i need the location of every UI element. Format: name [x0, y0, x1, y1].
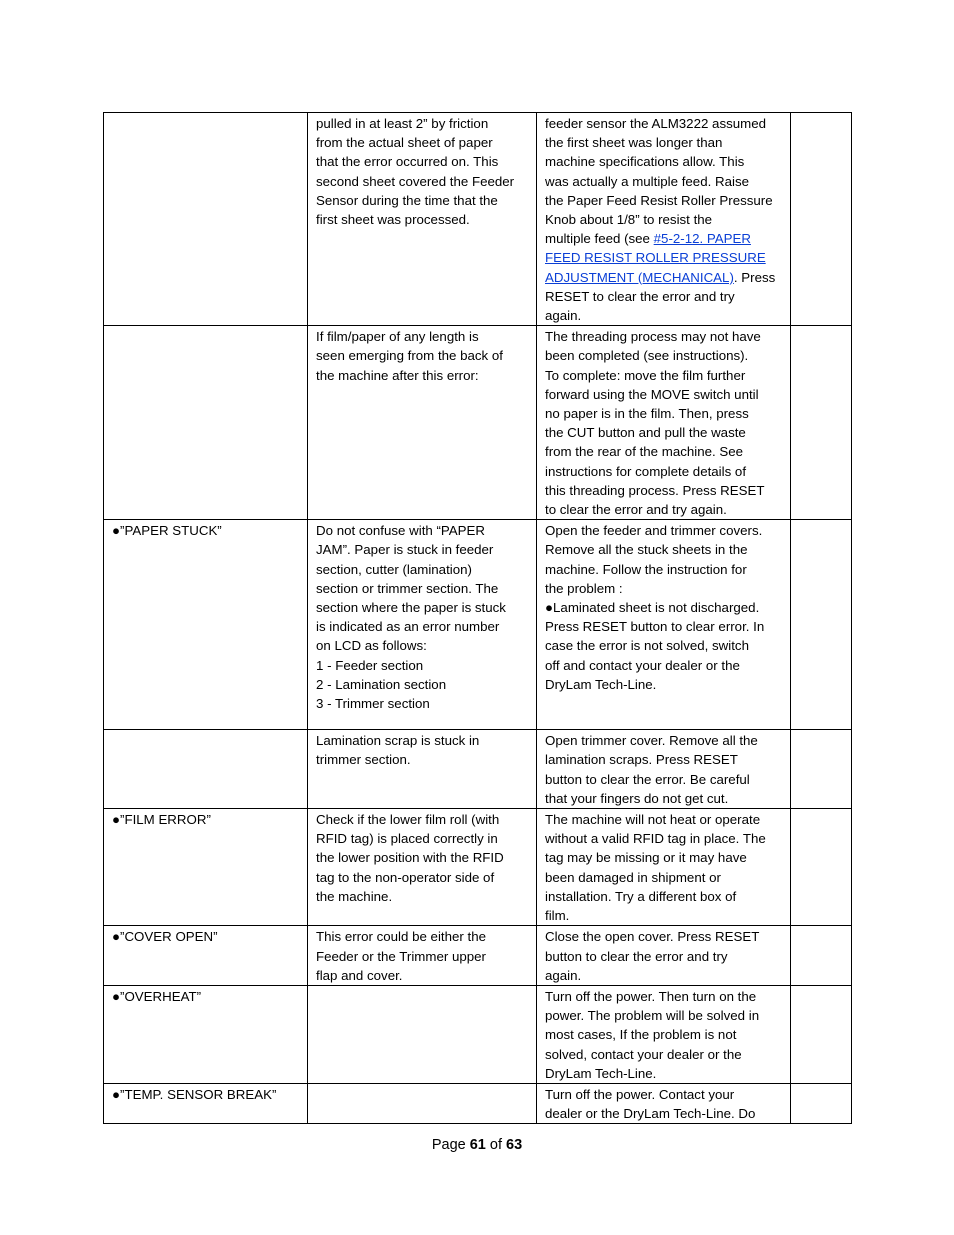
error-cell: [104, 1083, 308, 1123]
solution-line: Open the feeder and trimmer covers.: [545, 523, 763, 539]
solution-line: film.: [545, 908, 570, 924]
solution-cell: [537, 113, 791, 326]
table-row: [104, 113, 852, 326]
solution-line: again.: [545, 308, 582, 324]
cause-line: Check if the lower film roll (with: [316, 812, 500, 828]
solution-line: installation. Try a different box of: [545, 888, 737, 904]
solution-line: ●Laminated sheet is not discharged.: [545, 600, 760, 616]
error-name: ●”OVERHEAT”: [112, 988, 202, 1004]
solution-cell: [537, 326, 791, 520]
cause-line: Sensor during the time that the: [316, 192, 498, 208]
cause-line: from the actual sheet of paper: [316, 135, 493, 151]
solution-line: this threading process. Press RESET: [545, 482, 765, 498]
table-row: [104, 520, 852, 730]
solution-line: To complete: move the film further: [545, 367, 746, 383]
error-cell: [104, 809, 308, 926]
solution-line: feeder sensor the ALM3222 assumed: [545, 116, 767, 131]
cause-line: is indicated as an error number: [316, 619, 500, 635]
solution-line: The machine will not heat or operate: [545, 812, 761, 828]
page-footer: [0, 1137, 954, 1153]
solution-cell: [537, 809, 791, 926]
cause-line: Feeder or the Trimmer upper: [316, 948, 486, 964]
cause-line: 3 - Trimmer section: [316, 696, 430, 712]
error-cell: [104, 326, 308, 520]
cause-cell: [308, 1083, 537, 1123]
cause-line: JAM”. Paper is stuck in feeder: [316, 542, 494, 558]
solution-line: the problem :: [545, 580, 623, 596]
error-cell: [104, 926, 308, 986]
solution-line: without a valid RFID tag in place. The: [545, 831, 766, 847]
notes-cell: [791, 113, 852, 326]
solution-line: solved, contact your dealer or the: [545, 1046, 742, 1062]
cause-line: section or trimmer section. The: [316, 580, 499, 596]
cause-line: on LCD as follows:: [316, 638, 427, 654]
cause-line: RFID tag) is placed correctly in: [316, 831, 498, 847]
cause-line: tag to the non-operator side of: [316, 869, 495, 885]
solution-line: instructions for complete details of: [545, 463, 747, 479]
cause-line: section where the paper is stuck: [316, 600, 506, 616]
solution-line: lamination scraps. Press RESET: [545, 752, 738, 768]
cause-line: trimmer section.: [316, 752, 411, 768]
solution-line: Press RESET button to clear error. In: [545, 619, 765, 635]
solution-line: Remove all the stuck sheets in the: [545, 542, 748, 558]
notes-cell: [791, 326, 852, 520]
solution-line: tag may be missing or it may have: [545, 850, 747, 866]
cause-line: Lamination scrap is stuck in: [316, 733, 480, 749]
cause-line: 2 - Lamination section: [316, 676, 447, 692]
solution-line: button to clear the error and try: [545, 948, 728, 964]
cause-line: second sheet covered the Feeder: [316, 173, 515, 189]
solution-line: was actually a multiple feed. Raise: [545, 173, 749, 189]
solution-line: DryLam Tech-Line.: [545, 676, 657, 692]
solution-line: DryLam Tech-Line.: [545, 1065, 657, 1081]
solution-line: been completed (see instructions).: [545, 348, 749, 364]
solution-line: that your fingers do not get cut.: [545, 790, 729, 806]
solution-line: Knob about 1/8” to resist the: [545, 212, 713, 228]
error-name: ●”FILM ERROR”: [112, 812, 211, 828]
error-cell: [104, 113, 308, 326]
solution-line: the CUT button and pull the waste: [545, 425, 746, 441]
table-row: [104, 926, 852, 986]
page-of-label: of: [485, 1137, 507, 1153]
solution-line: ADJUSTMENT (MECHANICAL). Press: [545, 269, 776, 285]
section-link[interactable]: #5-2-12. PAPER: [653, 231, 751, 247]
page-total: 63: [506, 1137, 523, 1153]
solution-line: no paper is in the film. Then, press: [545, 406, 749, 422]
page-number: 61: [469, 1137, 486, 1153]
solution-line: power. The problem will be solved in: [545, 1008, 760, 1024]
cause-line: Do not confuse with “PAPER: [316, 523, 485, 539]
cause-line: section, cutter (lamination): [316, 561, 472, 577]
error-cell: [104, 730, 308, 809]
solution-line: RESET to clear the error and try: [545, 288, 735, 304]
solution-line: most cases, If the problem is not: [545, 1027, 737, 1043]
solution-line: Turn off the power. Then turn on the: [545, 988, 757, 1004]
table-row: [104, 809, 852, 926]
solution-line: machine specifications allow. This: [545, 154, 745, 170]
cause-line: the machine after this error:: [316, 367, 479, 383]
solution-line: Turn off the power. Contact your: [545, 1086, 735, 1102]
cause-cell: [308, 520, 537, 730]
cause-line: seen emerging from the back of: [316, 348, 503, 364]
solution-line: dealer or the DryLam Tech-Line. Do: [545, 1106, 756, 1122]
section-link[interactable]: ADJUSTMENT (MECHANICAL): [545, 269, 734, 285]
solution-line: multiple feed (see #5-2-12. PAPER: [545, 231, 751, 247]
troubleshooting-table: [103, 112, 852, 1124]
notes-cell: [791, 1083, 852, 1123]
solution-cell: [537, 985, 791, 1083]
error-cell: [104, 520, 308, 730]
cause-cell: [308, 809, 537, 926]
cause-cell: [308, 730, 537, 809]
cause-line: This error could be either the: [316, 929, 486, 945]
solution-line: machine. Follow the instruction for: [545, 561, 747, 577]
solution-line: the first sheet was longer than: [545, 135, 723, 151]
cause-line: the lower position with the RFID: [316, 850, 504, 866]
solution-line: [545, 248, 783, 267]
solution-line: forward using the MOVE switch until: [545, 386, 759, 402]
notes-cell: [791, 520, 852, 730]
solution-line: case the error is not solved, switch: [545, 638, 749, 654]
cause-line: pulled in at least 2” by friction: [316, 116, 489, 131]
solution-line: Close the open cover. Press RESET: [545, 929, 760, 945]
cause-line: flap and cover.: [316, 967, 403, 983]
solution-cell: [537, 520, 791, 730]
cause-cell: [308, 985, 537, 1083]
cause-cell: [308, 113, 537, 326]
notes-cell: [791, 926, 852, 986]
cause-cell: [308, 926, 537, 986]
cause-line: If film/paper of any length is: [316, 329, 479, 345]
error-name: ●”COVER OPEN”: [112, 929, 218, 945]
page-label: Page: [431, 1137, 470, 1153]
solution-cell: [537, 926, 791, 986]
cause-line: the machine.: [316, 888, 393, 904]
section-link[interactable]: FEED RESIST ROLLER PRESSURE: [545, 250, 766, 266]
solution-line: from the rear of the machine. See: [545, 444, 744, 460]
solution-line: button to clear the error. Be careful: [545, 771, 750, 787]
notes-cell: [791, 809, 852, 926]
solution-line: the Paper Feed Resist Roller Pressure: [545, 192, 773, 208]
solution-line: to clear the error and try again.: [545, 502, 727, 518]
cause-line: first sheet was processed.: [316, 212, 470, 228]
solution-line: been damaged in shipment or: [545, 869, 721, 885]
notes-cell: [791, 730, 852, 809]
table-row: [104, 1083, 852, 1123]
solution-line: off and contact your dealer or the: [545, 657, 740, 673]
solution-line: Open trimmer cover. Remove all the: [545, 733, 758, 749]
solution-cell: [537, 730, 791, 809]
solution-line: The threading process may not have: [545, 329, 761, 345]
error-name: ●”PAPER STUCK”: [112, 523, 222, 539]
error-cell: [104, 985, 308, 1083]
cause-line: that the error occurred on. This: [316, 154, 499, 170]
table-row: [104, 730, 852, 809]
error-name: ●”TEMP. SENSOR BREAK”: [112, 1086, 277, 1102]
cause-cell: [308, 326, 537, 520]
cause-line: 1 - Feeder section: [316, 657, 424, 673]
table-row: [104, 326, 852, 520]
solution-line: again.: [545, 967, 582, 983]
solution-cell: [537, 1083, 791, 1123]
notes-cell: [791, 985, 852, 1083]
table-row: [104, 985, 852, 1083]
